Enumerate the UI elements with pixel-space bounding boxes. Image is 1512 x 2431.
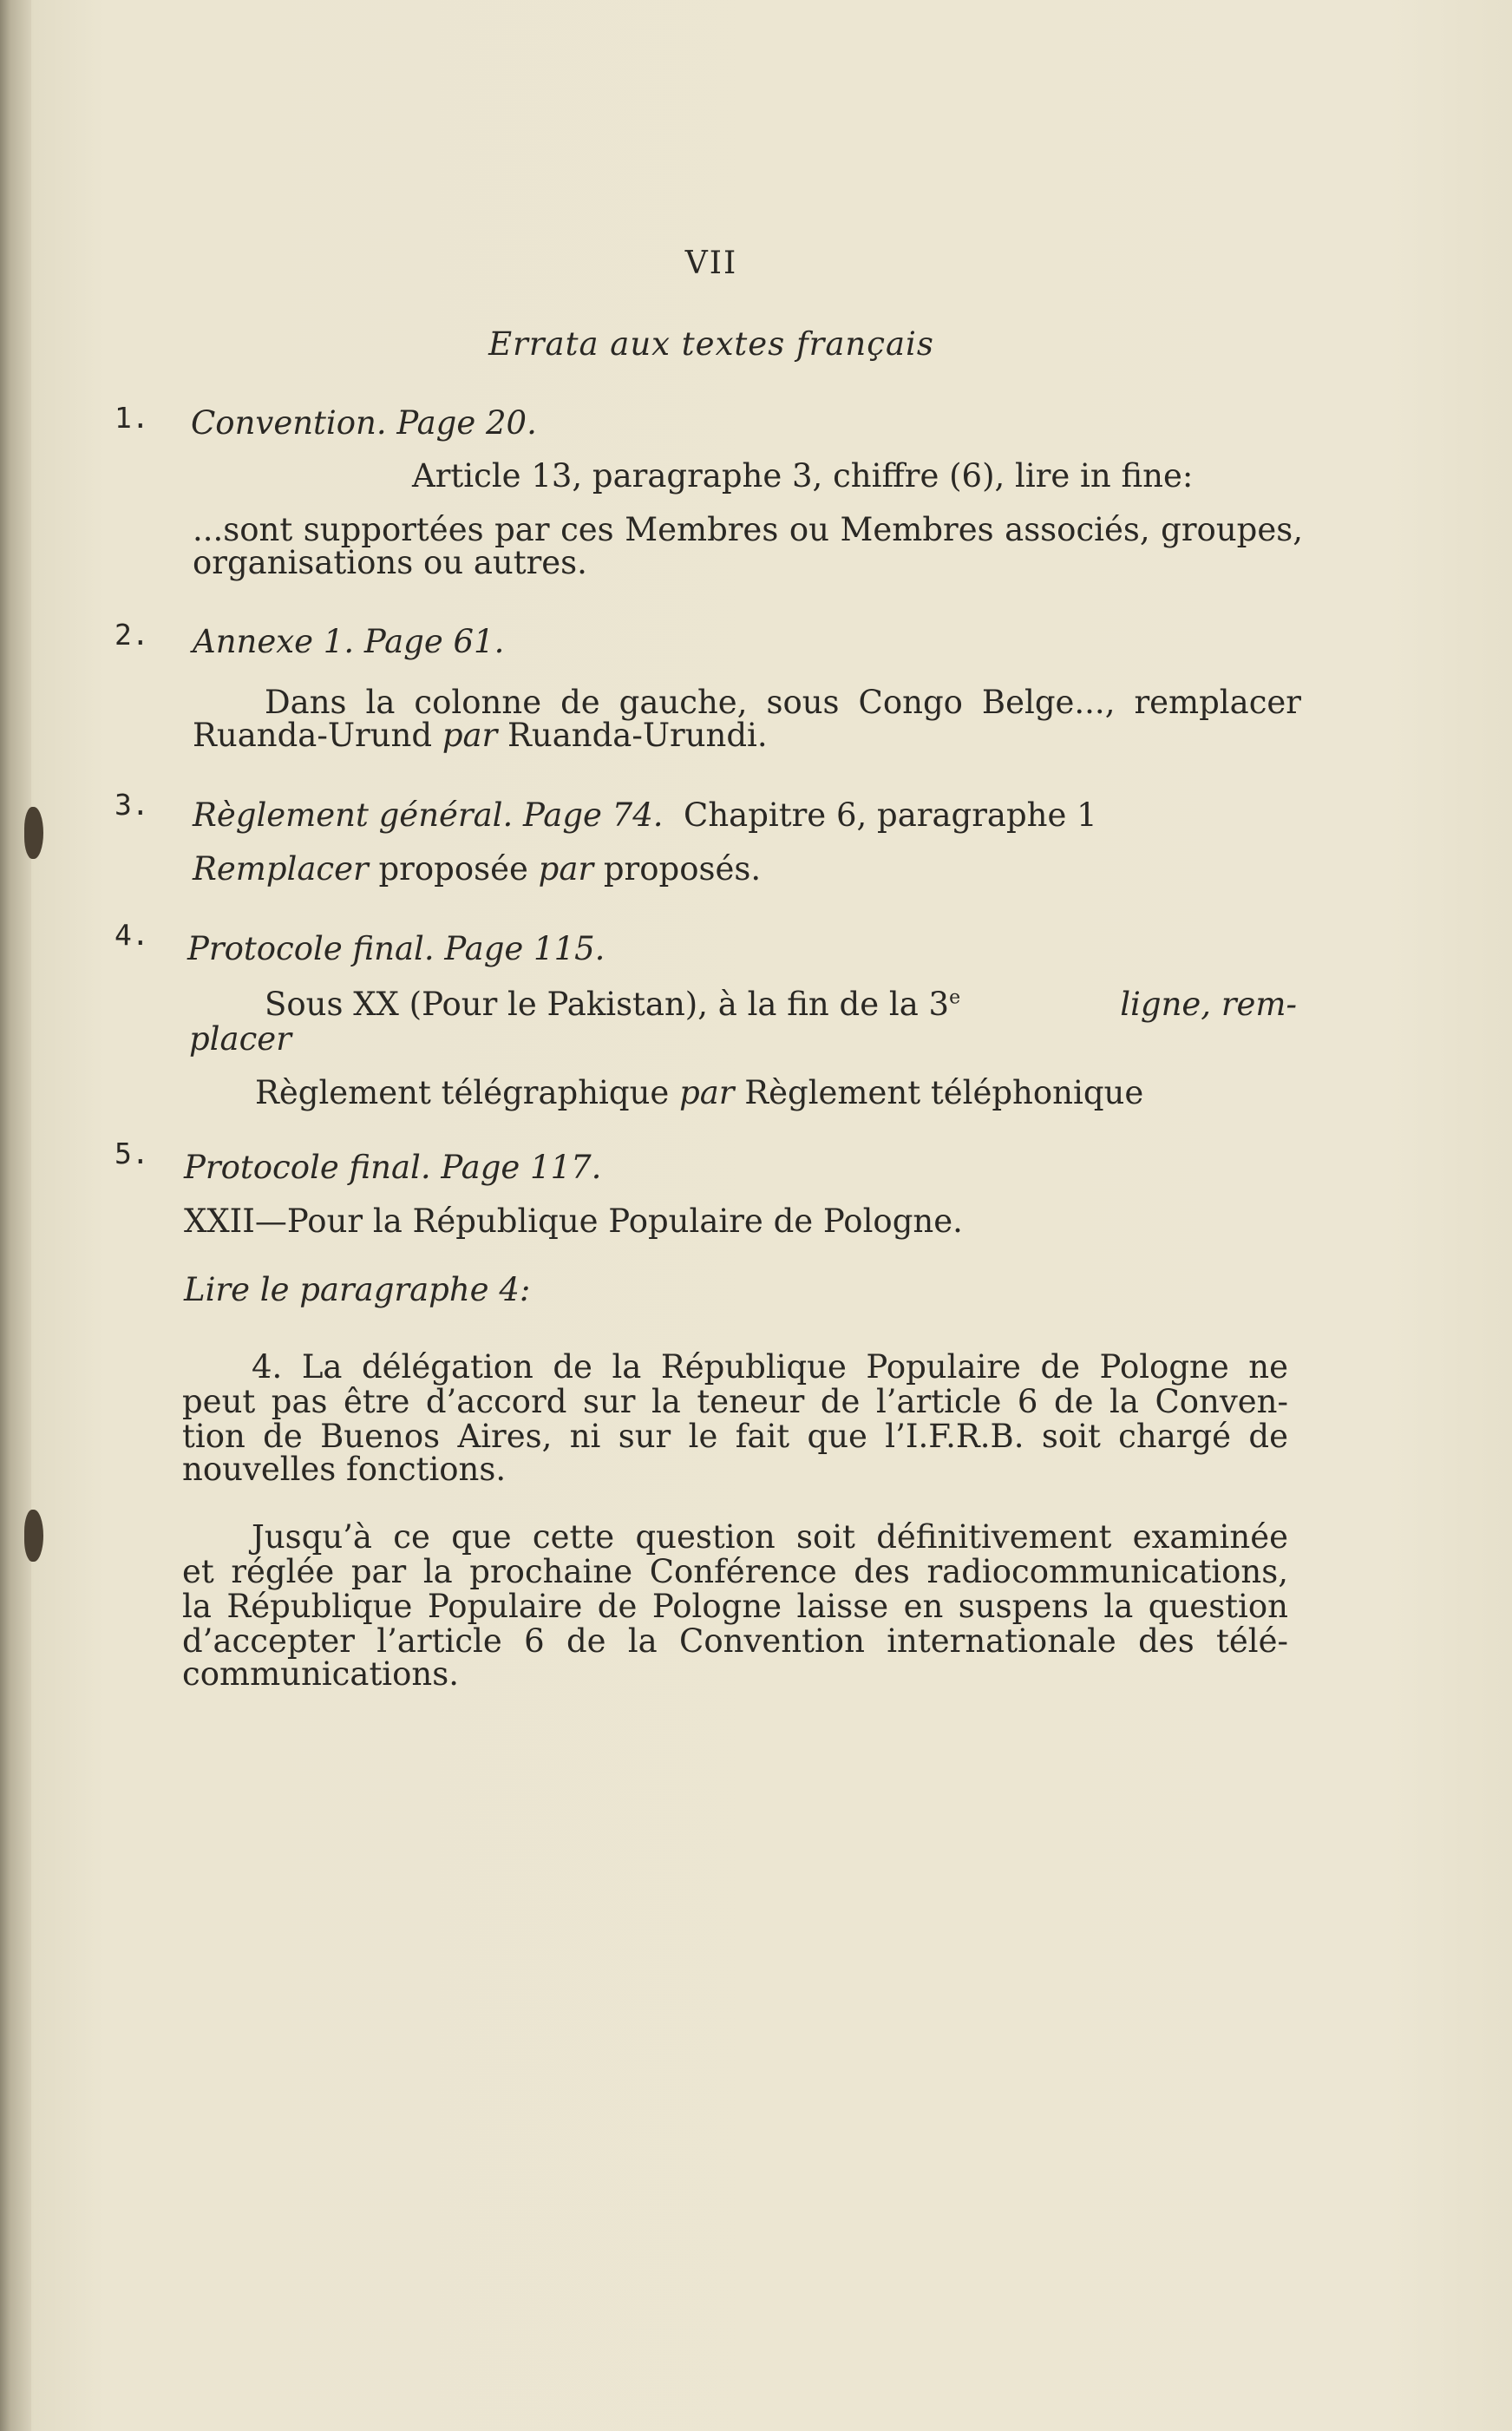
item-title: Protocole final. Page 115. xyxy=(187,930,605,967)
item-title: Règlement général. Page 74. xyxy=(193,796,664,834)
text-run: Sous XX (Pour le Pakistan), à la fin de la 3 xyxy=(265,986,950,1023)
item-line xyxy=(255,1074,1143,1111)
text-run: par xyxy=(538,850,594,888)
item-line: Article 13, paragraphe 3, chiffre (6), lire in fine: xyxy=(412,457,1194,495)
text-run: par xyxy=(679,1074,735,1111)
item-line: Lire le paragraphe 4: xyxy=(184,1271,531,1308)
text-run: proposée xyxy=(378,850,528,888)
superscript: e xyxy=(949,986,961,1009)
errata-heading: Errata aux textes français xyxy=(488,325,934,363)
text-run: par xyxy=(442,717,498,754)
item-title-line xyxy=(193,796,1097,834)
item-line xyxy=(193,717,768,754)
text-run: proposés. xyxy=(603,850,762,888)
item-number: 2. xyxy=(115,618,149,652)
item-line xyxy=(265,986,1297,1023)
item-title: Convention. Page 20. xyxy=(191,404,537,442)
item-number: 1. xyxy=(115,401,149,435)
paragraph-line: la République Populaire de Pologne laisse en suspens la question xyxy=(182,1588,1288,1625)
paragraph-line: et réglée par la prochaine Conférence des radiocommunications, xyxy=(182,1553,1288,1590)
item-number: 4. xyxy=(115,918,149,952)
binding-mark xyxy=(24,807,43,859)
item-line: XXII—Pour la République Populaire de Pologne. xyxy=(184,1202,963,1240)
paragraph-line: peut pas être d’accord sur la teneur de l’article 6 de la Conven- xyxy=(182,1383,1288,1420)
item-title: Annexe 1. Page 61. xyxy=(193,623,505,660)
item-title: Protocole final. Page 117. xyxy=(184,1149,602,1186)
item-line: organisations ou autres. xyxy=(193,544,587,581)
item-line: Dans la colonne de gauche, sous Congo Belge..., remplacer xyxy=(265,684,1301,721)
paragraph-line: nouvelles fonctions. xyxy=(182,1451,507,1488)
book-binding xyxy=(0,0,31,2431)
paragraph-line: 4. La délégation de la République Populaire de Pologne ne xyxy=(252,1348,1288,1386)
text-run: Remplacer xyxy=(193,850,369,888)
item-number: 3. xyxy=(115,788,149,822)
paragraph-line: tion de Buenos Aires, ni sur le fait que l’I.F.R.B. soit chargé de xyxy=(182,1418,1288,1455)
text-run: Règlement téléphonique xyxy=(744,1074,1144,1111)
text-run: Ruanda-Urund xyxy=(193,717,433,754)
paragraph-line: Jusqu’à ce que cette question soit définitivement examinée xyxy=(252,1518,1288,1556)
page-number: VII xyxy=(684,246,738,281)
paragraph-line: communications. xyxy=(182,1655,459,1693)
paragraph-line: d’accepter l’article 6 de la Convention internationale des télé- xyxy=(182,1622,1288,1660)
item-line: ...sont supportées par ces Membres ou Membres associés, groupes, xyxy=(193,511,1303,548)
item-number: 5. xyxy=(115,1137,149,1170)
item-line xyxy=(193,850,761,888)
text-run: Ruanda-Urundi. xyxy=(507,717,768,754)
text-run xyxy=(265,986,960,1023)
binding-mark xyxy=(24,1510,43,1562)
text-run: ligne, rem- xyxy=(1120,986,1297,1023)
text-run: Chapitre 6, paragraphe 1 xyxy=(684,796,1097,834)
item-line: placer xyxy=(189,1020,291,1058)
text-run: Règlement télégraphique xyxy=(255,1074,670,1111)
